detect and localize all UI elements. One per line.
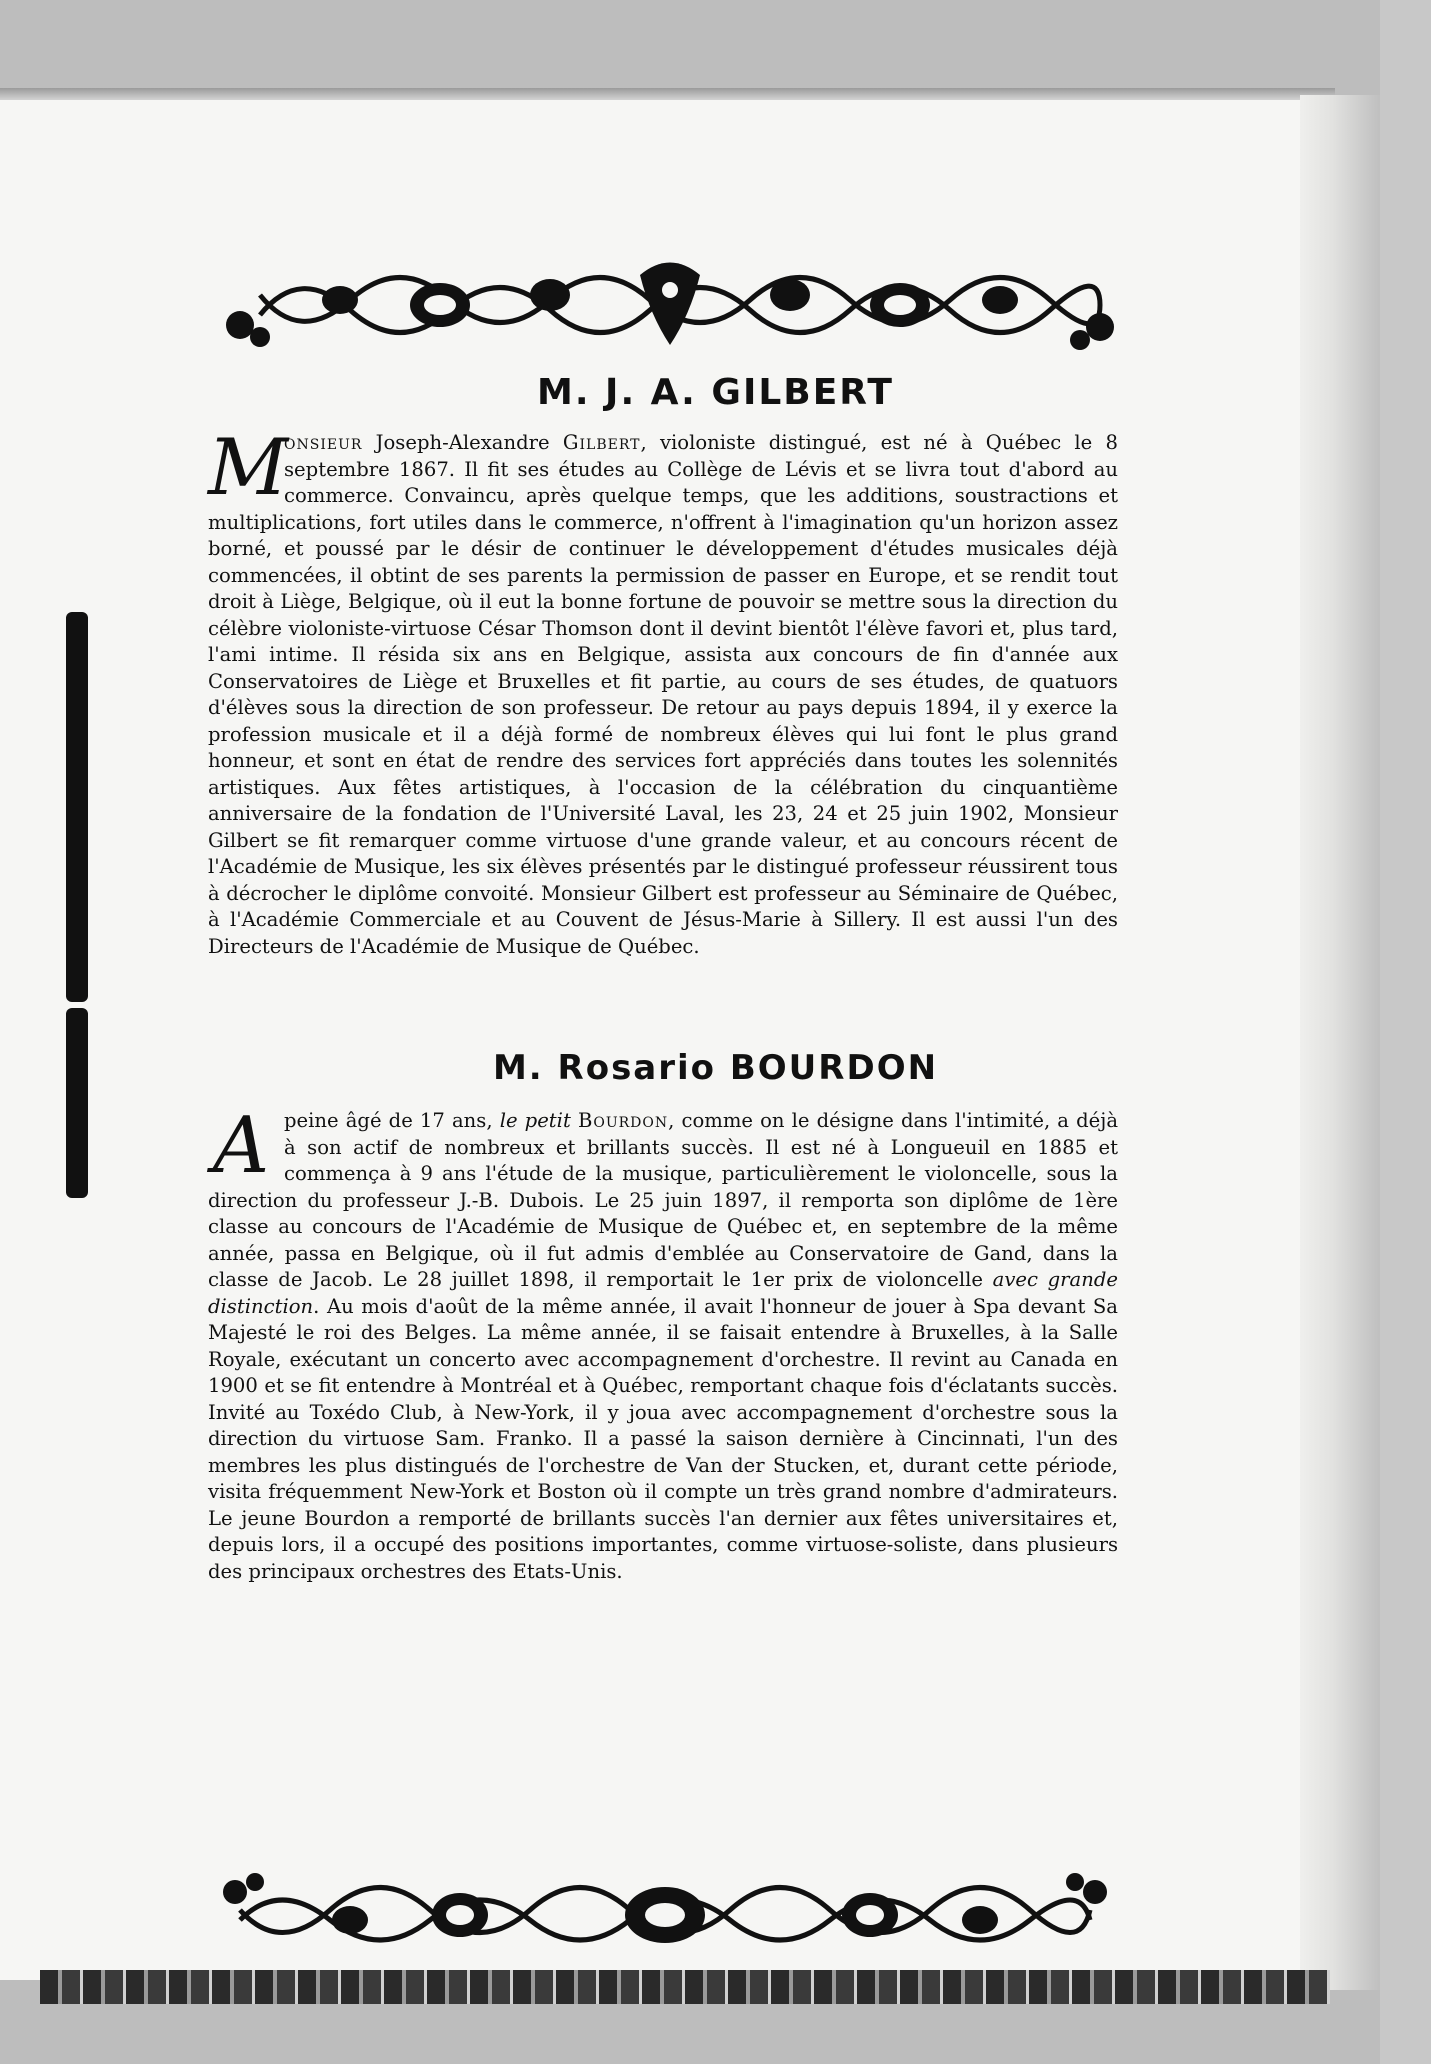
bio-text: peine âgé de 17 ans, — [284, 1109, 500, 1132]
surname: Bourdon — [577, 1109, 669, 1132]
surname: Gilbert — [562, 431, 641, 454]
page-title-bourdon: M. Rosario BOURDON — [492, 1048, 939, 1088]
floral-ornament-bottom — [210, 1870, 1120, 1965]
first-word: onsieur — [284, 431, 363, 454]
dropcap: M — [208, 423, 288, 513]
bio-text: . Au mois d'août de la même année, il avait l'honneur de jouer à Spa devant Sa Majesté le roi des Belges. La même année, il se faisait entendre à Bruxelles, à la Salle Royale, exécutant un concerto avec accompagnement d'orchestre. Il revint au Canada en 1900 et se fit entendre à Montréal et à Québec, remportant chaque fois d'éclatants succès. Invité au Toxédo Club, à New-York, il y joua avec accompagnement d'orchestre sous la direction du virtuose Sam. Franko. Il a passé la saison dernière à Cincinnati, l'un des membres les plus distingués de l'orchestre de Van der Stucken, et, durant cette période, visita fréquemment New-York et Boston où il compte un très grand nombre d'admirateurs. Le jeune Bourdon a remporté de brillants succès l'an dernier aux fêtes universitaires et, depuis lors, il a occupé des positions importantes, comme virtuose-soliste, dans plusieurs des principaux orchestres des Etats-Unis. — [208, 1294, 1118, 1583]
bio-text: , violoniste distingué, est né à Québec le 8 septembre 1867. Il fit ses études au Collège de Lévis et se livra tout d'abord au commerce. Convaincu, après quelque temps, que les additions, soustractions et multiplications, fort utiles dans le commerce, n'offrent à l'imagination qu'un horizon assez borné, et poussé par le désir de continuer le développement d'études musicales déjà commencées, il obtint de ses parents la permission de passer en Europe, et se rendit tout droit à Liège, Belgique, où il eut la bonne fortune de pouvoir se mettre sous la direction du célèbre violoniste-virtuose César Thomson dont il devint bientôt l'élève favori et, plus tard, l'ami intime. Il résida six ans en Belgique, assista aux concours de fin d'année aux Conservatoires de Liège et Bruxelles et fit partie, au cours de ses études, de quatuors d'élèves sous la direction de son professeur. De retour au pays depuis 1894, il y exerce la profession musicale et il a déjà formé de nombreux élèves qui lui font le plus grand honneur, et sont en état de rendre des services fort appréciés dans toutes les solennités artistiques. Aux fêtes artistiques, à l'occasion de la célébration du cinquantième anniversaire de la fondation de l'Université Laval, les 23, 24 et 25 juin 1902, Monsieur Gilbert se fit remarquer comme virtuose d'une grande valeur, et au concours récent de l'Académie de Musique, les six élèves présentés par le distingué professeur réussirent tous à décrocher le diplôme convoité. Monsieur Gilbert est professeur au Séminaire de Québec, à l'Académie Commerciale et au Couvent de Jésus-Marie à Sillery. Il est aussi l'un des Directeurs de l'Académie de Musique de Québec. — [208, 431, 1118, 958]
page-title-gilbert: M. J. A. GILBERT — [537, 372, 894, 413]
dropcap: A — [212, 1101, 270, 1191]
page-bottom-edge — [40, 1970, 1330, 2004]
bio-text: , comme on le désigne dans l'intimité, a déjà à son actif de nombreux et brillants succès. Il est né à Longueuil en 1885 et commença à 9 ans l'étude de la musique, particulièrement le violoncelle, sous la direction du professeur J.-B. Dubois. Le 25 juin 1897, il remporta son diplôme de 1ère classe au concours de l'Académie de Musique de Québec et, en septembre de la même année, passa en Belgique, où il fut admis d'emblée au Conservatoire de Gand, dans la classe de Jacob. Le 28 juillet 1898, il remportait le 1er prix de violoncelle — [208, 1109, 1118, 1291]
bio-italic: le petit — [499, 1109, 571, 1132]
biography-gilbert — [208, 423, 1118, 960]
biography-bourdon — [208, 1101, 1118, 1585]
bio-text: Joseph-Alexandre — [362, 431, 563, 454]
bio-italic: avec grande distinction — [208, 1268, 1118, 1318]
floral-ornament-top — [220, 255, 1120, 355]
binding-mark — [66, 1008, 88, 1198]
binding-mark — [66, 612, 88, 1002]
scan-margin — [1380, 0, 1431, 2064]
